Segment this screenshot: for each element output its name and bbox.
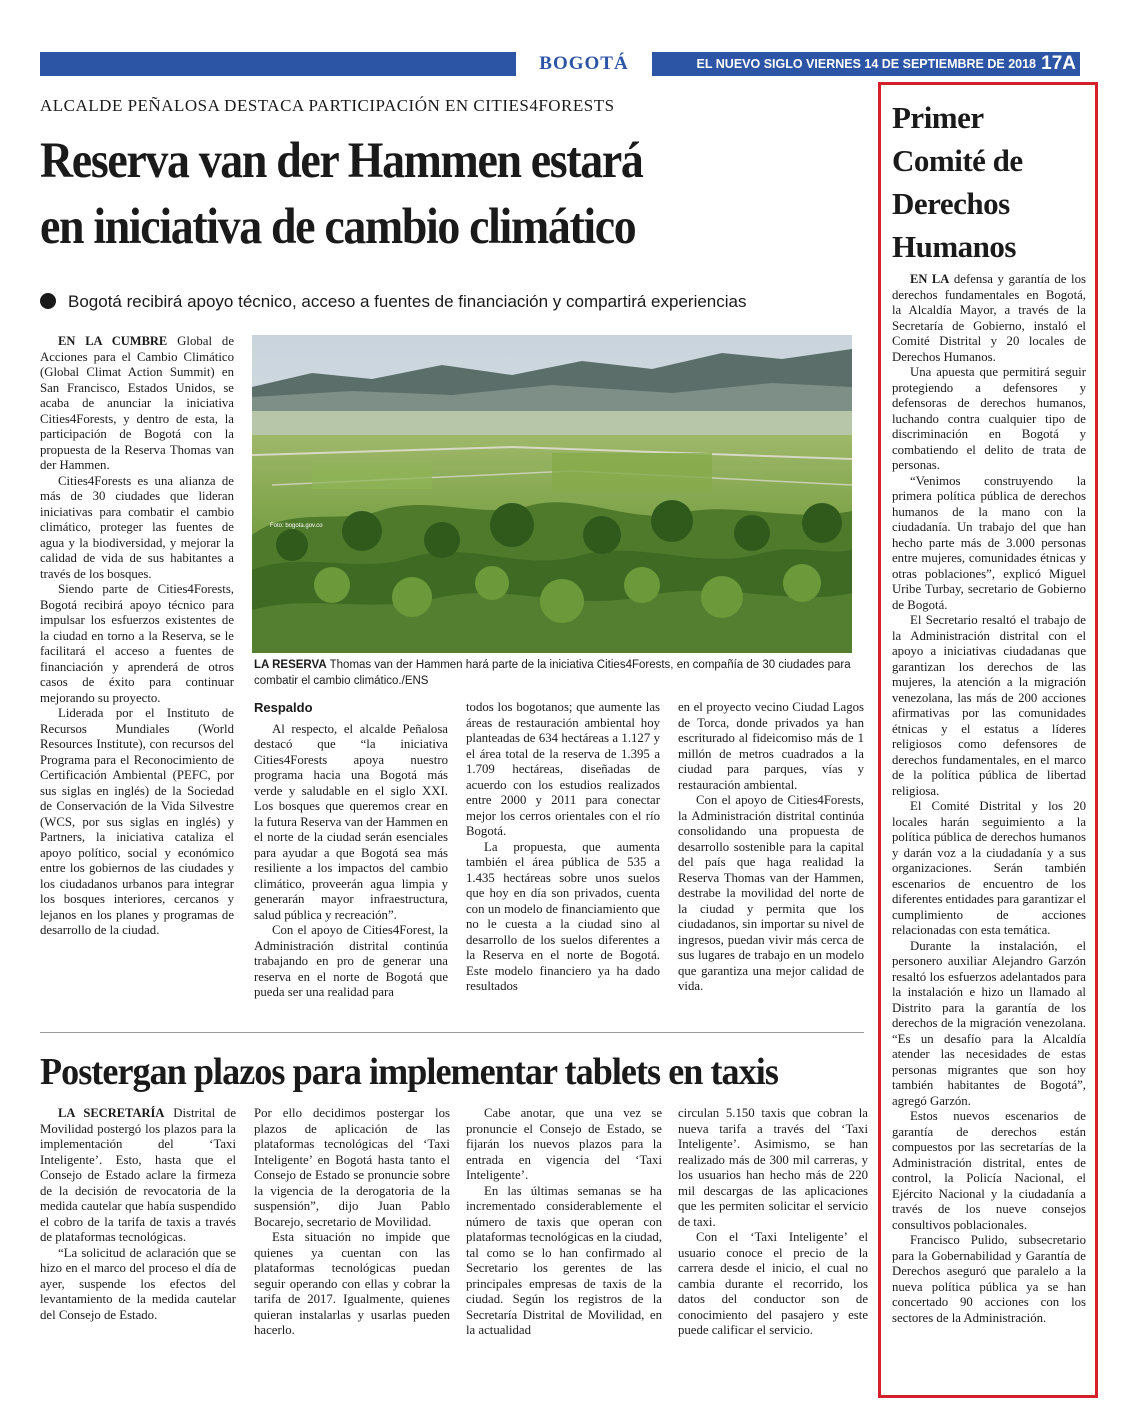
main-column-3 bbox=[466, 700, 660, 1026]
paragraph: todos los bogotanos; que aumente las áreas de restauración ambiental hoy planteadas de 634 hectáreas a 1.127 y el área total de la reserva de 1.395 a 1.709 hectáreas, diseñadas de acuerdo con los estudios realizados entre 2000 y 2011 para conectar mejor los cerros orientales con el río Bogotá. bbox=[466, 700, 660, 838]
sidebar-title-line: Derechos bbox=[892, 186, 1010, 221]
bullet-icon bbox=[40, 293, 56, 309]
paragraph: Esta situación no impide que quienes ya cuentan con las plataformas tecnológicas puedan seguir operando con ellas y cobrar la tarifa de 2017. Igualmente, quienes quieran instalarlas y usarlas pueden hacerlo. bbox=[254, 1230, 450, 1337]
sidebar-title-line: Primer bbox=[892, 100, 984, 135]
paragraph: Con el ‘Taxi Inteligente’ el usuario conoce el precio de la carrera desde el inicio, el cual no cambia durante el recorrido, los datos del conductor son de conocimiento del pasajero y este puede calificar el servicio. bbox=[678, 1230, 868, 1337]
page-number: 17A bbox=[1041, 53, 1076, 74]
lead-in: EN LA CUMBRE bbox=[58, 334, 168, 348]
paragraph: “La solicitud de aclaración que se hizo en el marco del proceso el día de ayer, suspende los efectos del levantamiento de la medida cautelar del Consejo de Estado. bbox=[40, 1245, 236, 1322]
paragraph: EN LA defensa y garantía de los derechos fundamentales en Bogotá, la Alcaldía Mayor, a través de la Secretaría de Gobierno, instaló el Comité Distrital y 20 locales de Derechos Humanos. bbox=[892, 272, 1086, 364]
paragraph: Cabe anotar, que una vez se pronuncie el Consejo de Estado, se fijarán los nuevos plazos para la entrada en vigencia del ‘Taxi Inteligente’. bbox=[466, 1106, 662, 1182]
section-band bbox=[40, 52, 1080, 76]
paragraph: El Secretario resaltó el trabajo de la Administración distrital con el apoyo a iniciativas ciudadanas que garantizan los derechos de las mujeres, la atención a la migración venezolana, las más de 200 acciones afirmativas por las comunidades étnicas y el estatus a líderes religiosos como defensores de derechos fundamentales, en el marco de la política pública de libertad religiosa. bbox=[892, 613, 1086, 798]
photo-caption bbox=[254, 657, 854, 689]
paragraph: Por ello decidimos postergar los plazos de aplicación de las plataformas tecnológicas del ‘Taxi Inteligente’ en Bogotá hasta tanto el Consejo de Estado se pronuncie sobre la vigencia de la derogatoria de la suspensión”, dijo Juan Pablo Bocarejo, secretario de Movilidad. bbox=[254, 1106, 450, 1229]
paragraph: Estos nuevos escenarios de garantía de derechos están compuestos por las secretarías de la Administración distrital, entes de control, la Policía Nacional, el Ejército Nacional y la ciudadanía a través de los nueve consejos consultivos poblacionales. bbox=[892, 1109, 1086, 1232]
subhead-text: Bogotá recibirá apoyo técnico, acceso a fuentes de financiación y compartirá experiencias bbox=[68, 292, 747, 311]
second-column-4 bbox=[678, 1106, 868, 1396]
paragraph: Una apuesta que permitirá seguir protegiendo a defensores y defensoras de derechos humanos, luchando contra cualquier tipo de discriminación en Bogotá y combatiendo el delito de trata de personas. bbox=[892, 365, 1086, 472]
lead-in: LA SECRETARÍA bbox=[58, 1106, 165, 1120]
second-column-2 bbox=[254, 1106, 450, 1396]
paragraph: En las últimas semanas se ha incrementado considerablemente el número de taxis que operan con plataformas tecnológicas en la ciudad, tal como se lo han confirmado al Secretario los gerentes de las principales empresas de taxis de la ciudad. Según los registros de la Secretaría Distrital de Movilidad, en la actualidad bbox=[466, 1183, 662, 1337]
reserve-photo bbox=[252, 335, 852, 653]
section-name: BOGOTÁ bbox=[516, 52, 652, 76]
subhead bbox=[40, 292, 860, 312]
paragraph: El Comité Distrital y los 20 locales harán seguimiento a la política pública de derechos humanos y darán voz a la ciudadanía y a sus organizaciones. Serán también escenarios de encuentro de los diferentes entidades para garantizar el cumplimiento de acciones relacionadas con esta temática. bbox=[892, 799, 1086, 937]
paragraph: Con el apoyo de Cities4Forest, la Administración distrital continúa trabajando en pro de generar una reserva en el norte de Bogotá que pueda ser una realidad para bbox=[254, 923, 448, 999]
main-column-4 bbox=[678, 700, 864, 1026]
caption-lead: LA RESERVA bbox=[254, 659, 327, 671]
paragraph: Al respecto, el alcalde Peñalosa destacó que “la iniciativa Cities4Forests apoya nuestro programa hacia una Bogotá más verde y saludable en el siglo XXI. Los bosques que queremos crear en la futura Reserva van der Hammen en el norte de la ciudad serán esenciales para ayudar a que Bogotá sea más resiliente a los impactos del cambio climático, proveerán agua limpia y generarán mayor infraestructura, salud pública y recreación”. bbox=[254, 721, 448, 922]
paragraph: EN LA CUMBRE Global de Acciones para el Cambio Climático (Global Climat Action Summit) en San Francisco, Estados Unidos, se acaba de anunciar la iniciativa Cities4Forests, y dentro de esta, la participación de Bogotá con la propuesta de la Reserva Thomas van der Hammen. bbox=[40, 334, 234, 472]
main-headline bbox=[40, 128, 778, 260]
landscape-image bbox=[252, 335, 852, 653]
second-column-1 bbox=[40, 1106, 236, 1396]
paragraph: Cities4Forests es una alianza de más de 30 ciudades que lideran iniciativas para combatir el cambio climático, proteger las fuentes de agua y la biodiversidad, y mejorar la calidad de vida de sus habitantes a través de los bosques. bbox=[40, 473, 234, 581]
paragraph: en el proyecto vecino Ciudad Lagos de Torca, donde privados ya han escriturado al fideicomiso más de 1 millón de metros cuadrados a la ciudad para parques, vías y restauración ambiental. bbox=[678, 700, 864, 792]
sidebar-title-line: Humanos bbox=[892, 229, 1016, 264]
paragraph: LA SECRETARÍA Distrital de Movilidad postergó los plazos para la implementación del ‘Taxi Inteligente’. Esto, hasta que el Consejo de Estado aclare la firmeza de la decisión de revocatoria de la medida cautelar que había suspendido el cobro de la tarifa de taxis a través de plataformas tecnológicas. bbox=[40, 1106, 236, 1244]
paragraph: circulan 5.150 taxis que cobran la nueva tarifa a través del ‘Taxi Inteligente’. Asimismo, se han realizado más de 300 mil carreras, y los usuarios han hecho más de 220 mil descargas de las aplicaciones que les permiten solicitar el servicio de taxi. bbox=[678, 1106, 868, 1229]
paragraph: Durante la instalación, el personero auxiliar Alejandro Garzón resaltó los esfuerzos adelantados para la instalación e hizo un llamado al Distrito para la garantía de los derechos de la migración venezolana. “Es un desafío para la Alcaldía atender las necesidades de estas personas migrantes que son hoy también habitantes de Bogotá”, agregó Garzón. bbox=[892, 938, 1086, 1108]
main-column-1 bbox=[40, 334, 234, 1026]
sidebar-title-line: Comité de bbox=[892, 143, 1023, 178]
sidebar-body bbox=[892, 272, 1086, 1388]
headline-line-1: Reserva van der Hammen estará bbox=[40, 133, 643, 189]
story-divider bbox=[40, 1032, 864, 1033]
paragraph: Liderada por el Instituto de Recursos Mundiales (World Resources Institute), con recursos del Programa para el Reconocimiento de Certificación Ambiental (PEFC, por sus siglas en inglés) de la Sociedad de Conservación de la Vida Silvestre (WCS, por sus siglas en inglés) y Partners, la iniciativa cataliza el apoyo político, social y económico entre los gobiernos de las ciudades y los ciudadanos urbanos para integrar los bosques interiores, cercanos y lejanos en los planes y programas de desarrollo de la ciudad. bbox=[40, 706, 234, 937]
paragraph: Siendo parte de Cities4Forests, Bogotá recibirá apoyo técnico para impulsar los esfuerzos existentes de la ciudad en torno a la Reserva, se le facilitará el acceso a fuentes de financiación y aprenderá de otros casos de éxito para continuar mejorando su proyecto. bbox=[40, 582, 234, 705]
photo-credit: Foto: bogota.gov.co bbox=[270, 523, 323, 529]
section-subtitle: Respaldo bbox=[254, 700, 313, 715]
paragraph: “Venimos construyendo la primera política pública de derechos humanos de la mano con la ciudadanía. Un trabajo del que han hecho parte más de 3.000 personas entre mujeres, comunidades étnicas y otras poblaciones”, explicó Miguel Uribe Turbay, secretario de Gobierno de Bogotá. bbox=[892, 473, 1086, 612]
lead-in: EN LA bbox=[910, 272, 950, 286]
second-headline: Postergan plazos para implementar tablets en taxis bbox=[40, 1051, 778, 1093]
paragraph: Con el apoyo de Cities4Forests, la Administración distrital continúa consolidando una propuesta de desarrollo sostenible para la capital del país que haga realidad la Reserva Thomas van der Hammen, destrabe la movilidad del norte de la ciudad y permita que los ciudadanos, sin importar su nivel de ingresos, puedan vivir más cerca de sus lugares de trabajo en un modelo que garantiza una mejor calidad de vida. bbox=[678, 793, 864, 993]
main-column-2 bbox=[254, 700, 448, 1026]
second-column-3 bbox=[466, 1106, 662, 1396]
headline-line-2: en iniciativa de cambio climático bbox=[40, 199, 636, 255]
kicker: ALCALDE PEÑALOSA DESTACA PARTICIPACIÓN EN CITIES4FORESTS bbox=[40, 96, 615, 115]
sidebar-title bbox=[892, 96, 1092, 268]
paragraph: Francisco Pulido, subsecretario para la Gobernabilidad y Garantía de Derechos aseguró que paralelo a la nueva política pública ya se han concertado 90 acciones con los sectores de la Administración. bbox=[892, 1233, 1086, 1325]
dateline: EL NUEVO SIGLO VIERNES 14 DE SEPTIEMBRE DE 2018 bbox=[696, 57, 1036, 71]
paragraph: La propuesta, que aumenta también el área pública de 535 a 1.435 hectáreas sobre unos suelos que hoy en día son privados, cuenta con un modelo de financiamiento que no le cuesta a la ciudad sino al desarrollo de los suelos diferentes a la Reserva en el norte de Bogotá. Este modelo financiero ya ha dado resultados bbox=[466, 839, 660, 993]
caption-text: Thomas van der Hammen hará parte de la iniciativa Cities4Forests, en compañía de 30 ciudades para combatir el cambio climático./ENS bbox=[254, 659, 851, 687]
